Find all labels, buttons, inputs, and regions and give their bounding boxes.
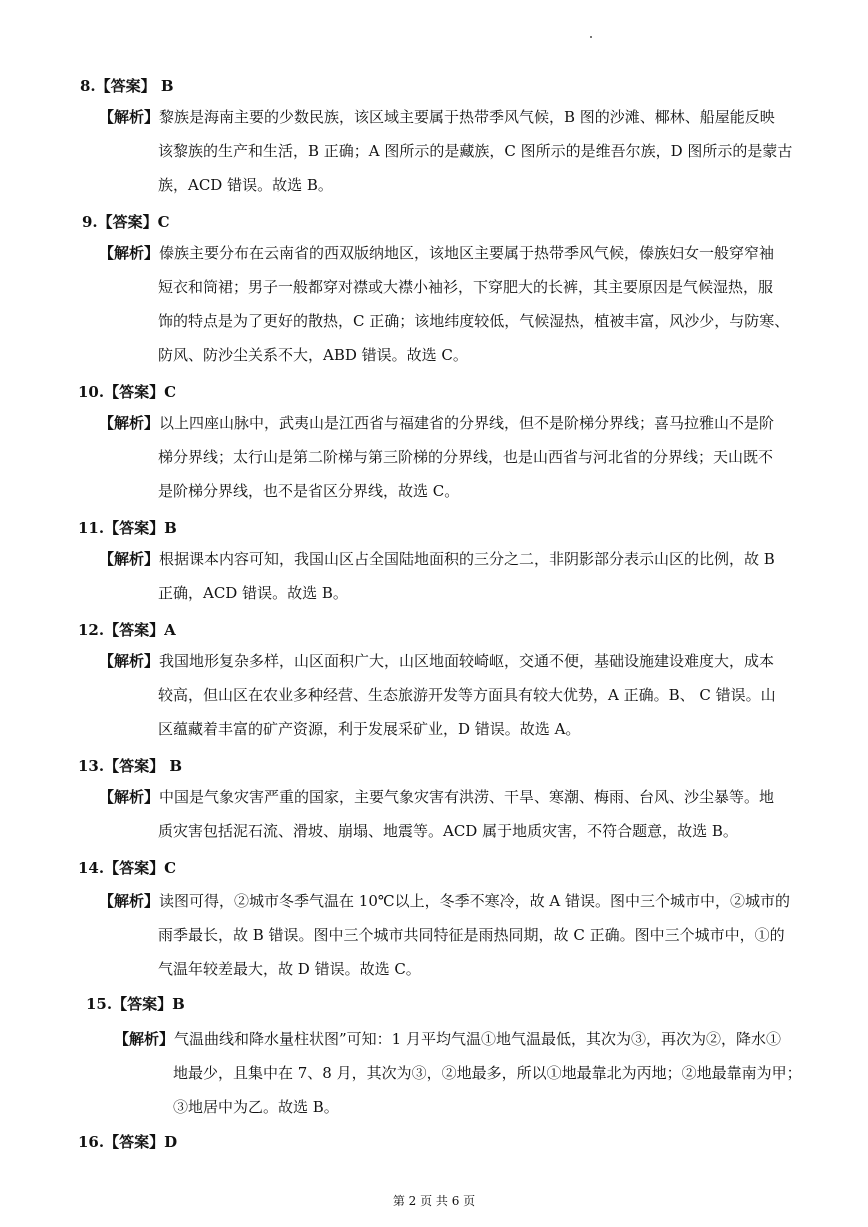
analysis-line: 气温曲线和降水量柱状图”可知：1 月平均气温①地气温最低，其次为③，再次为②，降水① — [174, 1030, 781, 1048]
analysis-line: 我国地形复杂多样，山区面积广大，山区地面较崎岖，交通不便，基础设施建设难度大，成本 — [159, 652, 775, 670]
analysis-line: 根据课本内容可知，我国山区占全国陆地面积的三分之二，非阴影部分表示山区的比例，故 B — [159, 550, 775, 568]
analysis-line: 质灾害包括泥石流、滑坡、崩塌、地震等。ACD 属于地质灾害，不符合题意，故选 B。 — [158, 822, 738, 840]
analysis-tag: 【解析】 — [114, 1030, 175, 1048]
analysis-tag: 【解析】 — [99, 892, 160, 910]
answer-heading-8: 8.【答案】 B — [80, 77, 174, 95]
analysis-line: 短衣和筒裙；男子一般都穿对襟或大襟小袖衫，下穿肥大的长裤，其主要原因是气候湿热，服 — [158, 278, 774, 296]
answer-heading-11: 11.【答案】B — [78, 519, 177, 537]
answer-heading-12: 12.【答案】A — [78, 621, 176, 639]
analysis-9 — [99, 236, 789, 372]
analysis-line: 傣族主要分布在云南省的西双版纳地区，该地区主要属于热带季风气候，傣族妇女一般穿窄袖 — [159, 244, 775, 262]
analysis-line: 黎族是海南主要的少数民族，该区域主要属于热带季风气候，B 图的沙滩、椰林、船屋能反映 — [159, 108, 775, 126]
analysis-line: 是阶梯分界线，也不是省区分界线，故选 C。 — [158, 482, 460, 500]
analysis-line: 较高，但山区在农业多种经营、生态旅游开发等方面具有较大优势，A 正确。B、 C 错误。山 — [158, 686, 776, 704]
analysis-tag: 【解析】 — [99, 414, 160, 432]
analysis-line: 防风、防沙尘关系不大，ABD 错误。故选 C。 — [158, 346, 468, 364]
analysis-13 — [99, 780, 774, 848]
analysis-15 — [114, 1022, 802, 1124]
analysis-tag: 【解析】 — [99, 788, 160, 806]
answer-heading-9: 9.【答案】C — [82, 213, 170, 231]
analysis-tag: 【解析】 — [99, 550, 160, 568]
answer-heading-16: 16.【答案】D — [78, 1133, 178, 1151]
analysis-tag: 【解析】 — [99, 108, 160, 126]
analysis-line: 读图可得，②城市冬季气温在 10℃以上，冬季不寒冷，故 A 错误。图中三个城市中，②城市的 — [159, 892, 791, 910]
analysis-12 — [99, 644, 776, 746]
analysis-8 — [99, 100, 792, 202]
analysis-tag: 【解析】 — [99, 244, 160, 262]
analysis-line: 区蕴藏着丰富的矿产资源，利于发展采矿业，D 错误。故选 A。 — [158, 720, 581, 738]
analysis-line: 饰的特点是为了更好的散热，C 正确；该地纬度较低，气候湿热，植被丰富，风沙少，与防寒、 — [158, 312, 790, 330]
decorative-dot — [590, 36, 592, 38]
analysis-line: 雨季最长，故 B 错误。图中三个城市共同特征是雨热同期，故 C 正确。图中三个城市中，①的 — [158, 926, 785, 944]
page-footer: 第 2 页 共 6 页 — [392, 1194, 476, 1208]
analysis-line: 族，ACD 错误。故选 B。 — [158, 176, 333, 194]
analysis-line: ③地居中为乙。故选 B。 — [173, 1098, 339, 1116]
analysis-11 — [99, 542, 775, 610]
answer-heading-13: 13.【答案】 B — [78, 757, 182, 775]
analysis-line: 地最少，且集中在 7、8 月，其次为③，②地最多，所以①地最靠北为丙地；②地最靠南为甲； — [173, 1064, 802, 1082]
analysis-line: 正确，ACD 错误。故选 B。 — [158, 584, 348, 602]
analysis-line: 该黎族的生产和生活，B 正确；A 图所示的是藏族，C 图所示的是维吾尔族，D 图所示的是蒙古 — [158, 142, 793, 160]
analysis-10 — [99, 406, 774, 508]
analysis-line: 气温年较差最大，故 D 错误。故选 C。 — [158, 960, 421, 978]
analysis-line: 以上四座山脉中，武夷山是江西省与福建省的分界线，但不是阶梯分界线；喜马拉雅山不是阶 — [159, 414, 775, 432]
analysis-14 — [99, 884, 790, 986]
answer-heading-14: 14.【答案】C — [78, 859, 177, 877]
analysis-tag: 【解析】 — [99, 652, 160, 670]
answer-heading-10: 10.【答案】C — [78, 383, 177, 401]
answer-heading-15: 15.【答案】B — [86, 995, 185, 1013]
analysis-line: 中国是气象灾害严重的国家，主要气象灾害有洪涝、干旱、寒潮、梅雨、台风、沙尘暴等。地 — [159, 788, 775, 806]
analysis-line: 梯分界线；太行山是第二阶梯与第三阶梯的分界线，也是山西省与河北省的分界线；天山既不 — [158, 448, 774, 466]
